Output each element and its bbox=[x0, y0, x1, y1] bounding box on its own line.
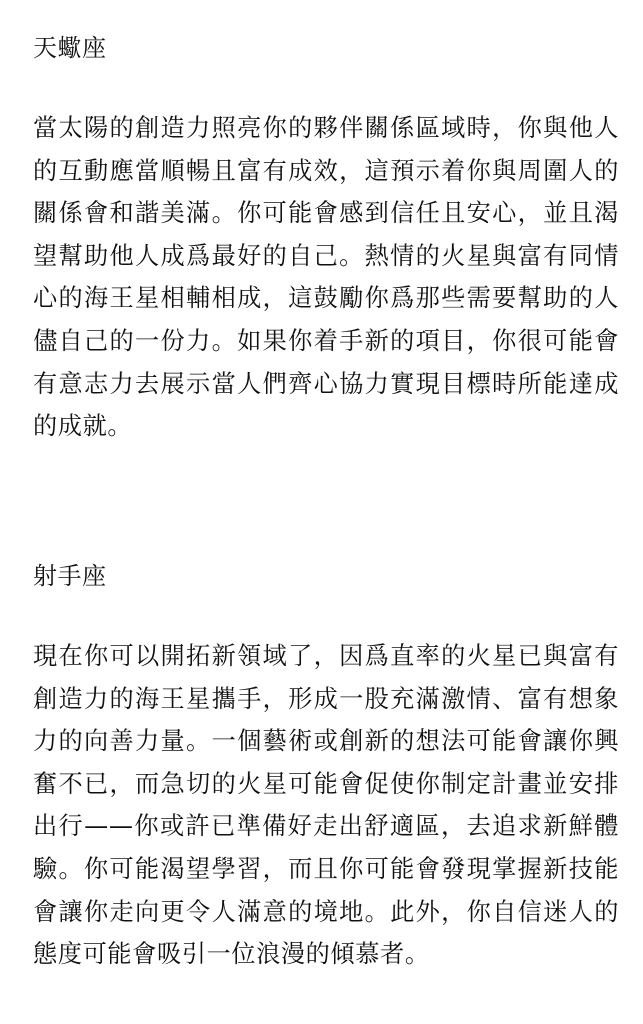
section-title-scorpio: 天蠍座 bbox=[33, 34, 107, 62]
section-body-sagittarius: 現在你可以開拓新領域了，因爲直率的火星已與富有創造力的海王星攜手，形成一股充滿激情、富有想象力的向善力量。一個藝術或創新的想法可能會讓你興奮不已，而急切的火星可能會促使你制定計畫並安排出行——你或許已準備好走出舒適區，去追求新鮮體驗。你可能渴望學習，而且你可能會發現掌握新技能會讓你走向更令人滿意的境地。此外，你自信迷人的態度可能會吸引一位浪漫的傾慕者。 bbox=[33, 642, 619, 969]
section-title-sagittarius: 射手座 bbox=[33, 562, 107, 590]
section-body-scorpio: 當太陽的創造力照亮你的夥伴關係區域時，你與他人的互動應當順暢且富有成效，這預示着你與周圍人的關係會和諧美滿。你可能會感到信任且安心，並且渴望幫助他人成爲最好的自己。熱情的火星與富有同情心的海王星相輔相成，這鼓勵你爲那些需要幫助的人儘自己的一份力。如果你着手新的項目，你很可能會有意志力去展示當人們齊心協力實現目標時所能達成的成就。 bbox=[33, 114, 619, 441]
